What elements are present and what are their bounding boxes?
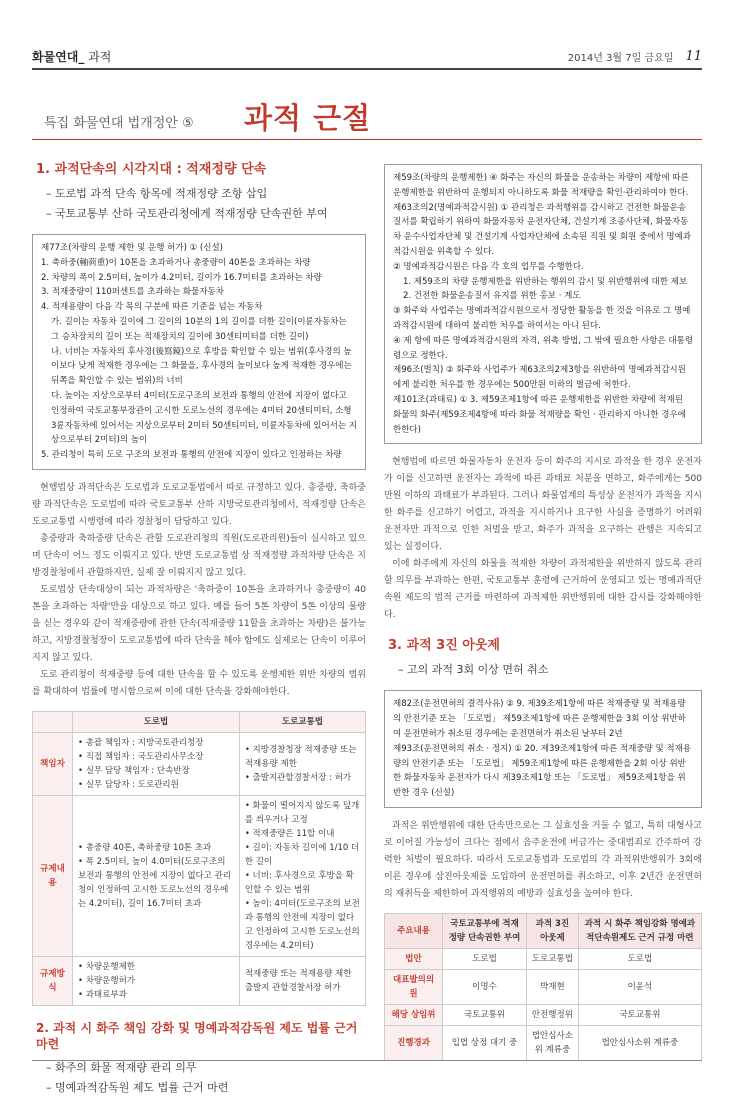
row-label: 법안	[385, 948, 443, 969]
law-line: 제93조(운전면허의 취소 · 정지) ① 20. 제39조제1항에 따른 적재중량 및 적재용량의 안전기준 또는 「도로법」 제59조제1항에 따른 운행제한을 2회 이상 위반한 화물자동차 운전자가 다시 제39조제1항 또는 「도로법」 제59조제1항을 위반한 경우 (신설)	[393, 743, 692, 799]
right-column	[384, 150, 702, 1061]
comparison-table	[32, 711, 366, 1006]
table-row	[385, 948, 702, 969]
section-1-heading: 1. 과적단속의 시각지대 : 적재정량 단속	[36, 162, 267, 177]
cell-item: 적재중량 또는 적재용량 제한	[244, 968, 352, 979]
table-cell: 도로법	[578, 948, 701, 969]
page-number: 11	[685, 48, 702, 64]
table-header: 도로교통법	[239, 711, 365, 732]
cell-item: • 화물이 떨어지지 않도록 덮개를 씌우거나 고정	[245, 799, 360, 827]
law-line: 1. 축하중(軸荷重)이 10톤을 초과하거나 총중량이 40톤을 초과하는 차량	[41, 257, 311, 268]
law-box-3	[384, 690, 702, 808]
paragraph: 과적은 위반행위에 대한 단속만으로는 그 실효성을 거둘 수 없고, 특히 대형사고로 이어질 가능성이 크다는 점에서 음주운전에 버금가는 중대범죄로 간주하여 강력한 처벌이 필요하다. 따라서 도로교통법과 도로법의 각 과적위반행위가 3회에 이른 경우에 삼진아웃제를 도입하여 운전면허를 취소하고, 이후 2년간 운전면허의 재취득을 제한하여 과적행위의 예방과 실효성을 높여야 한다.	[384, 820, 702, 899]
table-header: 주요내용	[385, 913, 443, 948]
section-3-bullet: – 고의 과적 3회 이상 면허 취소	[398, 663, 549, 677]
table-header: 과적 3진 아웃제	[526, 913, 578, 948]
table-header: 과적 시 화주 책임강화 명예과적단속원제도 근거 규정 마련	[578, 913, 701, 948]
cell-item: • 길이: 자동차 길이에 1/10 더한 길이	[245, 841, 360, 869]
cell-item: • 실무 담당자 : 도로관리원	[78, 778, 234, 792]
law-line: ② 명예과적감시원은 다음 각 호의 업무를 수행한다.	[393, 261, 584, 272]
cell-item: • 출발지관할경찰서장 : 허가	[245, 771, 360, 785]
table-cell: 입법 상정 대기 중	[443, 1025, 527, 1060]
paragraph: 이에 화주에게 자신의 화물을 적재한 차량이 과적제한을 위반하지 않도록 관리할 의무를 부과하는 한편, 국토교통부 훈령에 근거하여 운영되고 있는 명예과적단속원 제도의 법적 근거를 마련하여 과적제한 위반행위에 대한 감시를 강화해야한다.	[384, 559, 702, 621]
cell-item: • 높이: 4미터(도로구조의 보전과 통행의 안전에 지장이 없다고 인정하여 고시한 도로노선의 경우에는 4.2미터)	[245, 897, 360, 953]
left-column	[32, 150, 366, 1098]
cell-item: • 실무 담당 책임자 : 단속반장	[78, 764, 234, 778]
title-rule	[32, 139, 702, 140]
table-row	[385, 969, 702, 1004]
law-line: 1. 제59조의 차량 운행제한을 위반하는 행위의 감시 및 위반행위에 대한 제보	[403, 276, 688, 287]
paragraph: 현행법상 과적단속은 도로법과 도로교통법에서 따로 규정하고 있다. 총중량, 축하중량 과적단속은 도로법에 따라 국토교통부 산하 지방국토관리청에서, 적재정량 단속은 도로교통법 시행령에 따라 경찰청이 담당하고 있다.	[32, 482, 366, 527]
law-line: 4. 적재용량이 다음 각 목의 구분에 따른 기준을 넘는 자동차	[41, 302, 263, 313]
section-1-bullet: – 도로법 과적 단속 항목에 적재정량 조항 삽입	[46, 187, 268, 200]
row-label: 책임자	[33, 732, 73, 795]
table-cell: 법안심사소위 계류중	[526, 1025, 578, 1060]
issue-date: 2014년 3월 7일 금요일	[567, 52, 674, 64]
row-label: 규제내용	[33, 795, 73, 956]
cell-item: • 차량운행허가	[78, 974, 234, 988]
law-line: ③ 화주와 사업주는 명예과적감시원으로서 정당한 활동을 한 것을 이유로 그 명예과적감시원에 대하여 불리한 처우를 하여서는 아니 된다.	[393, 306, 691, 331]
cell-item: • 과태료부과	[78, 988, 234, 1002]
table-cell: 안전행정위	[526, 1004, 578, 1025]
table-row	[385, 1004, 702, 1025]
row-label: 해당 상임위	[385, 1004, 443, 1025]
law-line: 나. 너비는 자동차의 후사경(後寫鏡)으로 후방을 확인할 수 있는 범위(후사경의 높이보다 낮게 적재한 경우에는 그 화물을, 후사경의 높이보다 높게 적재한 경우에는 뒤쪽을 확인할 수 있는 범위)의 너비	[51, 346, 352, 387]
cell-item: 출발지 관할경찰서장 허가	[244, 982, 341, 993]
row-label: 대표발의의원	[385, 969, 443, 1004]
cell-item: • 직접 책임자 : 국도관리사무소장	[78, 750, 234, 764]
table-cell: 박재현	[526, 969, 578, 1004]
law-box-1	[32, 234, 366, 470]
table-cell: 도로법	[443, 948, 527, 969]
law-line: ④ 제 항에 따른 명예과적감시원의 자격, 위촉 방법, 그 밖에 필요한 사항은 대통령령으로 정한다.	[393, 335, 693, 361]
table-cell: 법안심사소위 계류중	[578, 1025, 701, 1060]
law-line: 제63조의2(명예과적감시원) ① 관리청은 과적행위를 감시하고 건전한 화물운송질서를 확립하기 위하여 화물자동차 운전자단체, 건설기계 조종사단체, 화물자동차 운수사업자단체 및 건설기계 사업자단체에 소속된 직원 및 회원 중에서 명예과적감시원을 위촉할 수 있다.	[393, 202, 691, 257]
paragraph: 현행법에 따르면 화물자동차 운전자 등이 화주의 지시로 과적을 한 경우 운전자가 이를 신고하면 운전자는 과적에 따른 과태료 처분을 면하고, 화주에게는 500만원 이하의 과태료가 부과된다. 그러나 화물업계의 특성상 운전자가 과적을 지시한 화주를 신고하기 어렵고, 과적을 지시하거나 요구한 사실을 증명하기 어려워 운전자만 과적으로 인한 처벌을 받고, 화주가 과적을 요구하는 관행은 지속되고 있는 실정이다.	[384, 457, 702, 553]
table-cell: 도로교통법	[526, 948, 578, 969]
cell-item: • 총중량 40톤, 축하중량 10톤 초과	[78, 841, 234, 855]
paragraph: 도로 관리청이 적재중량 등에 대한 단속을 할 수 있도록 운행제한 위반 차량의 범위를 확대하여 법률에 명시함으로써 이에 대한 단속을 강화해야한다.	[32, 669, 366, 697]
section-label: 화물연대_ 과적	[32, 49, 112, 64]
row-label: 진행경과	[385, 1025, 443, 1060]
cell-item: • 폭 2.5미터, 높이 4.0미터(도로구조의 보전과 통행의 안전에 지장이 없다고 관리청이 인정하여 고시한 도로노선의 경우에는 4.2미터), 길이 16.7미터 초과	[78, 855, 234, 911]
cell-item: • 너비: 후사경으로 후방을 확인할 수 있는 범위	[245, 869, 360, 897]
table-row	[385, 1025, 702, 1060]
cell-item: • 차량운행제한	[78, 960, 234, 974]
table-cell: 국토교통위	[578, 1004, 701, 1025]
table-row	[33, 956, 366, 1005]
table-header	[33, 711, 73, 732]
paragraph: 총중량과 축하중량 단속은 관할 도로관리청의 직원(도로관리원)들이 실시하고 있으며 단속이 어느 정도 이뤄지고 있다. 반면 도로교통법 상 적재정량 과적차량 단속은 지방경찰청에서 관할하지만, 실제 잘 이뤄지지 않고 있다.	[32, 533, 366, 578]
header-right	[568, 49, 702, 64]
law-line: 가. 길이는 자동차 길이에 그 길이의 10분의 1의 길이를 더한 길이(이륜자동차는 그 승차장치의 길이 또는 적재장치의 길이에 30센티미터를 더한 길이)	[51, 316, 347, 342]
paragraph: 도로법상 단속대상이 되는 과적차량은 '축하중이 10톤을 초과하거나 총중량이 40톤을 초과하는 차량'만을 대상으로 하고 있다. 예를 들어 5톤 차량이 5톤 이상의 물량을 싣는 경우와 같이 적재중량에 관한 단속(적재중량 11할을 초과하는 차량)은 불가능하고, 지방경찰청장이 도로교통법에 따라 단속을 해야 함에도 실제로는 단속이 이루어지지 않고 있다.	[32, 584, 366, 663]
cell-item: • 지방경찰청장 적재중량 또는 적재용량 제한	[245, 743, 360, 771]
title-main: 과적 근절	[244, 101, 372, 135]
page-header	[32, 44, 702, 70]
section-2-bullet: – 명예과적감독원 제도 법률 근거 마련	[46, 1080, 229, 1094]
section-2-bullet: – 화주의 화물 적재량 관리 의무	[46, 1060, 197, 1074]
cell-item: • 총괄 책임자 : 지방국토관리청장	[78, 736, 234, 750]
law-line: 5. 관리청이 특히 도로 구조의 보전과 통행의 안전에 지장이 있다고 인정하는 차량	[41, 450, 342, 461]
section-1-bullet: – 국토교통부 산하 국토관리청에게 적재정량 단속권한 부여	[46, 207, 328, 220]
row-label: 규제방식	[33, 956, 73, 1005]
law-line: 다. 높이는 지상으로부터 4미터(도로구조의 보전과 통행의 안전에 지장이 없다고 인정하여 국토교통부장관이 고시한 도로노선의 경우에는 4미터 20센티미터, 소형 3륜자동차에 있어서는 지상으로부터 2미터 50센티미터, 이륜자동차에 있어서는 지상으로부터 2미터)의 높이	[51, 390, 358, 446]
bottom-rule	[32, 1060, 702, 1061]
law-line: 제96조(벌칙) ② 화주와 사업주가 제63조의2제3항을 위반하여 명예과적감시원에게 불리한 처우를 한 경우에는 500만원 이하의 벌금에 처한다.	[393, 365, 686, 391]
section-3-heading: 3. 과적 3진 아웃제	[388, 638, 500, 654]
table-cell: 이명수	[443, 969, 527, 1004]
table-cell: 국토교통위	[443, 1004, 527, 1025]
table-row	[33, 795, 366, 956]
title-bar	[32, 94, 702, 138]
law-line: 2. 차량의 폭이 2.5미터, 높이가 4.2미터, 길이가 16.7미터를 초과하는 차량	[41, 272, 322, 283]
cell-item: • 적재중량은 11할 이내	[245, 827, 360, 841]
law-line: 제59조(차량의 운행제한) ④ 화주는 자신의 화물을 운송하는 차량이 제항에 따른 운행제한을 위반하여 운행되지 아니하도록 화물 적재량을 확인·관리하여야 한다.	[393, 173, 689, 198]
law-box-2	[384, 164, 702, 444]
bill-status-table	[384, 913, 702, 1061]
table-cell: 이윤석	[578, 969, 701, 1004]
law-line: 제77조(차량의 운행 제한 및 운행 허가) ① (신설)	[41, 243, 223, 253]
table-header: 도로법	[73, 711, 240, 732]
table-row	[33, 732, 366, 795]
title-sub: 특집 화물연대 법개정안 ⑤	[44, 116, 194, 131]
law-line: 제82조(운전면허의 결격사유) ② 9. 제39조제1항에 따른 적재중량 및 적재용량의 안전기준 또는 「도로법」 제59조제1항에 따른 운행제한을 3회 이상 위반하여 운전면허가 취소된 경우에는 운전면허가 취소된 날부터 2년	[393, 699, 686, 739]
law-line: 제101조(과태료) ① 3. 제59조제1항에 따른 운행제한을 위반한 차량에 적재된 화물의 화주(제59조제4항에 따라 화물 적재량을 확인 · 관리하지 아니한 경우에 한한다)	[393, 394, 686, 435]
table-header: 국토교통부에 적재정량 단속권한 부여	[443, 913, 527, 948]
section-2-heading: 2. 과적 시 화주 책임 강화 및 명예과적감독원 제도 법률 근거 마련	[36, 1020, 358, 1051]
law-line: 2. 건전한 화물운송질서 유지를 위한 홍보 · 계도	[403, 291, 581, 302]
law-line: 3. 적재중량이 110퍼센트를 초과하는 화물자동차	[41, 287, 224, 298]
